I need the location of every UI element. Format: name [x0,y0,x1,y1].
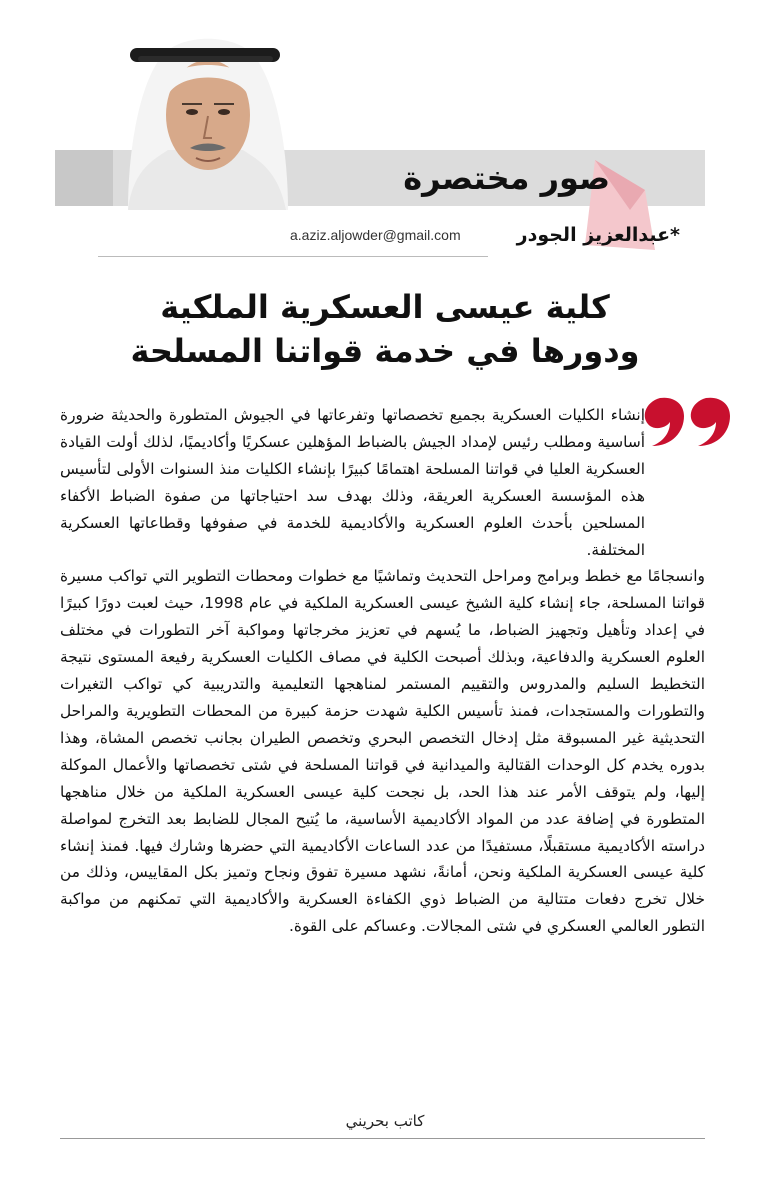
paragraph-2: وانسجامًا مع خطط وبرامج ومراحل التحديث وتماشيًا مع خطوات ومحطات التطوير التي تواكب مسيرة قواتنا المسلحة، جاء إنشاء كلية الشيخ عيسى العسكرية الملكية في عام 1998، حيث لعبت دورًا كبيرًا في إعداد وتأهيل وتجهيز الضباط، ما يُسهم في تعزيز مخرجاتها ومواكبة آخر التطورات في مختلف العلوم العسكرية والدفاعية، وبذلك أصبحت الكلية في مصاف الكليات العسكرية رفيعة المستوى نتيجة التخطيط السليم والمدروس والتقييم المستمر لمناهجها التعليمية والتدريبية كي تواكب التغيرات والتطورات والمستجدات، فمنذ تأسيس الكلية شهدت حزمة كبيرة من المحطات التطويرية والمراحل التحديثية غير المسبوقة مثل إدخال التخصص البحري وتخصص الطيران بجانب تخصص المشاة، وهذا بدوره يخدم كل الوحدات القتالية والميدانية في قواتنا المسلحة في شتى تخصصاتها والأعمال الموكلة إليها، ولم يتوقف الأمر عند هذا الحد، بل نجحت كلية عيسى العسكرية الملكية من خلال مناهجها المتطورة في إضافة عدد من المواد الأكاديمية الأساسية، ما يُتيح المجال للضابط بعد التخرج لمواصلة دراسته الأكاديمية مستقبلًا، مستفيدًا من عدد الساعات الأكاديمية التي حضرها وشارك فيها. فمنذ إنشاء كلية عيسى العسكرية الملكية ونحن، أمانةً، نشهد مسيرة تفوق ونجاح وتميز بكل المقاييس، وذلك من خلال تخرج دفعات متتالية من الضباط ذوي الكفاءة العسكرية والأكاديمية التي تمكنهم من مواكبة التطور العالمي العسكري في شتى المجالات. وعساكم على القوة. [60,567,706,936]
paragraph-1: إنشاء الكليات العسكرية بجميع تخصصاتها وتفرعاتها في الجيوش المتطورة والحديثة ضرورة أساسية ومطلب رئيس لإمداد الجيش بالضباط المؤهلين عسكريًا وأكاديميًا، لذلك أولت القيادة العسكرية العليا في قواتنا المسلحة اهتمامًا كبيرًا بإنشاء الكليات منذ السنوات الأولى لتأسيس هذه المؤسسة العسكرية العريقة، وذلك بهدف سد احتياجاتها من صفوة الضباط الأكفاء المسلحين بأحدث العلوم العسكرية والأكاديمية للخدمة في صفوفها وقطاعاتها العسكرية المختلفة. [60,406,645,559]
headline-line-1: كلية عيسى العسكرية الملكية [160,288,610,326]
headline [60,285,710,373]
author-name: *عبدالعزيز الجودر [516,224,680,246]
author-photo [118,20,293,210]
column-title: صور مختصرة [403,159,610,197]
divider [98,256,488,257]
author-row [100,220,680,250]
article-body [60,402,705,940]
footer-divider [60,1138,705,1139]
author-email: a.aziz.aljowder@gmail.com [290,227,461,243]
headline-line-2: ودورها في خدمة قواتنا المسلحة [130,332,640,370]
header-band-accent [55,150,113,206]
author-tagline: كاتب بحريني [345,1112,425,1130]
